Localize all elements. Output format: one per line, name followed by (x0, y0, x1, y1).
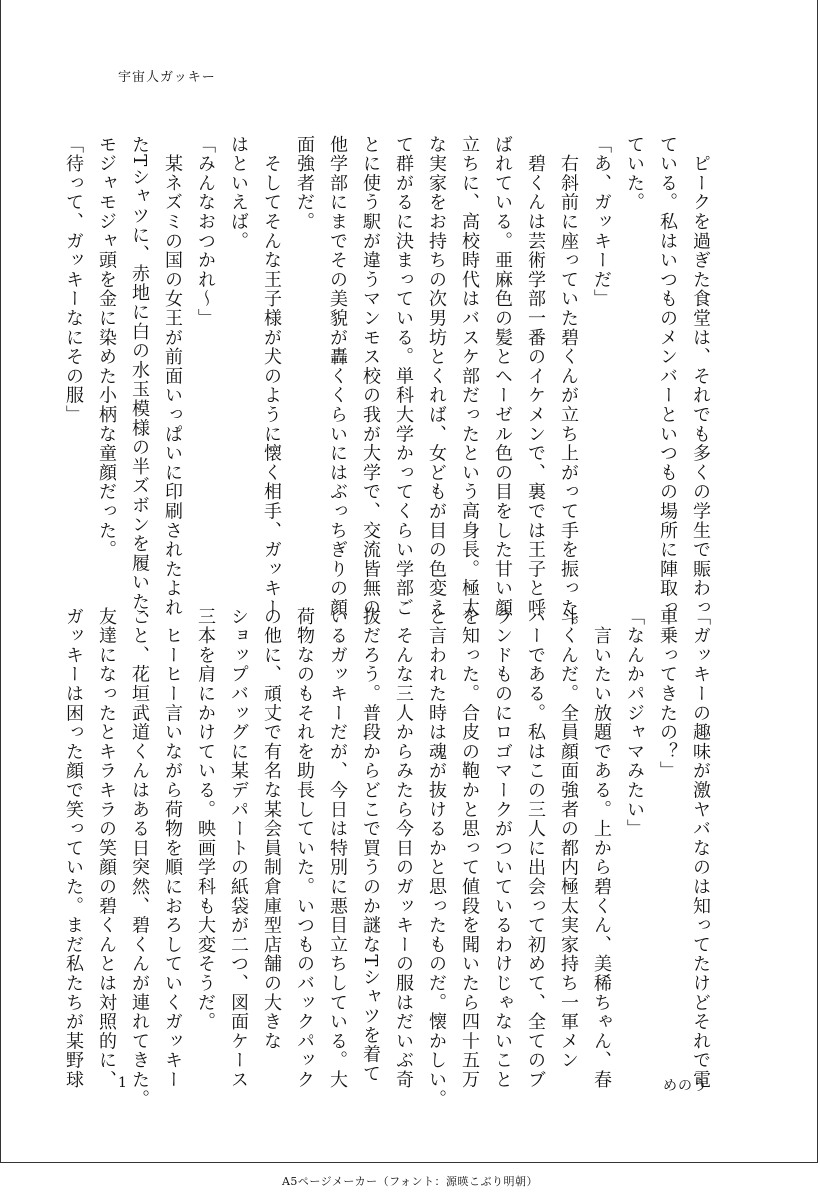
text-line: バーである。私はこの三人に出会って初めて、全てのブ (525, 607, 546, 1090)
text-line: 「あ、ガッキーだ」 (591, 135, 612, 309)
text-line: ていた。 (624, 135, 645, 213)
text-line: 面強者だ。 (294, 135, 315, 232)
text-line: ピークを過ぎた食堂は、それでも多くの学生で賑わっ (690, 135, 711, 618)
text-line: 荷物なのもそれを助長していた。いつものバックパック (294, 607, 315, 1090)
author-name: めのう (663, 1078, 708, 1094)
text-line: いるガッキーだが、今日は特別に悪目立ちしている。大 (327, 607, 348, 1090)
text-line: の他に、頑丈で有名な某会員制倉庫型店舗の大きな (261, 607, 282, 1051)
text-line: 友達になったとキラキラの笑顔の碧くんとは対照的に、 (96, 607, 117, 1090)
text-line: 三本を肩にかけている。映画学科も大変そうだ。 (195, 607, 216, 1032)
text-line: モジャモジャ頭を金に染めた小柄な童顔だった。 (96, 135, 117, 560)
text-line: 某ネズミの国の女王が前面いっぱいに印刷されたよれ (162, 135, 183, 618)
text-line: 斗くんだ。全員顔面強者の都内極太実家持ち一軍メン (558, 607, 579, 1071)
text-line: ランドものにロゴマークがついているわけじゃないこと (492, 607, 513, 1090)
text-line: ている。私はいつものメンバーといつもの場所に陣取っ (657, 135, 678, 618)
text-line: ガッキーは困った顔で笑っていた。まだ私たちが某野球 (63, 607, 84, 1090)
text-line: ヒーヒー言いながら荷物を順におろしていくガッキー (162, 607, 183, 1090)
text-line: 「みんなおつかれ〜」 (195, 135, 216, 328)
text-line: そんな三人からみたら今日のガッキーの服はだいぶ奇 (393, 607, 414, 1090)
text-line: 右斜前に座っていた碧くんが立ち上がって手を振った。 (558, 135, 579, 637)
text-line: と言われた時は魂が抜けるかと思ったものだ。懐かしい。 (426, 607, 447, 1109)
text-line: て群がるに決まっている。単科大学かってくらい学部ご (393, 135, 414, 618)
text-line: そしてそんな王子様が犬のように懐く相手、ガッキー (261, 135, 282, 618)
text-line: ばれている。亜麻色の髪とヘーゼル色の目をした甘い顔 (492, 135, 513, 618)
page-number: 1 (118, 1075, 127, 1091)
generator-credit: A5ページメーカー（フォント：源暎こぶり明朝） (281, 1175, 539, 1188)
text-line: とに使う駅が違うマンモス校の我が大学で、交流皆無の (360, 135, 381, 618)
text-line: 碧くんは芸術学部一番のイケメンで、裏では王子と呼 (525, 135, 546, 618)
text-line: 立ちに、高校時代はバスケ部だったという高身長。極太 (459, 135, 480, 618)
text-block-top (63, 135, 717, 637)
text-line: 「待って、ガッキーなにその服」 (63, 135, 84, 425)
text-line: はといえば。 (228, 135, 249, 251)
text-line: 車乗ってきたの？」 (657, 607, 678, 781)
text-line: な実家をお持ちの次男坊とくれば、女どもが目の色変え (426, 135, 447, 618)
running-title: 宇宙人ガッキー (118, 70, 216, 85)
text-line: 「なんかパジャマみたい」 (624, 607, 645, 839)
text-line: 抜だろう。普段からどこで買うのか謎なTシャツを着て (360, 607, 381, 1084)
text-line: ショップバッグに某デパートの紙袋が二つ、図面ケース (228, 607, 249, 1090)
text-line: たTシャツに、赤地に白の水玉模様の半ズボンを履いた、 (129, 135, 150, 631)
text-line: 「ガッキーの趣味が激ヤバなのは知ってたけどそれで電 (690, 607, 711, 1090)
text-line: 他学部にまでその美貌が轟くくらいにはぶっちぎりの顔 (327, 135, 348, 618)
text-line: 言いたい放題である。上から碧くん、美稀ちゃん、春 (591, 607, 612, 1090)
text-line: こと、花垣武道くんはある日突然、碧くんが連れてきた。 (129, 607, 150, 1109)
text-line: を知った。合皮の鞄かと思って値段を聞いたら四十五万 (459, 607, 480, 1090)
